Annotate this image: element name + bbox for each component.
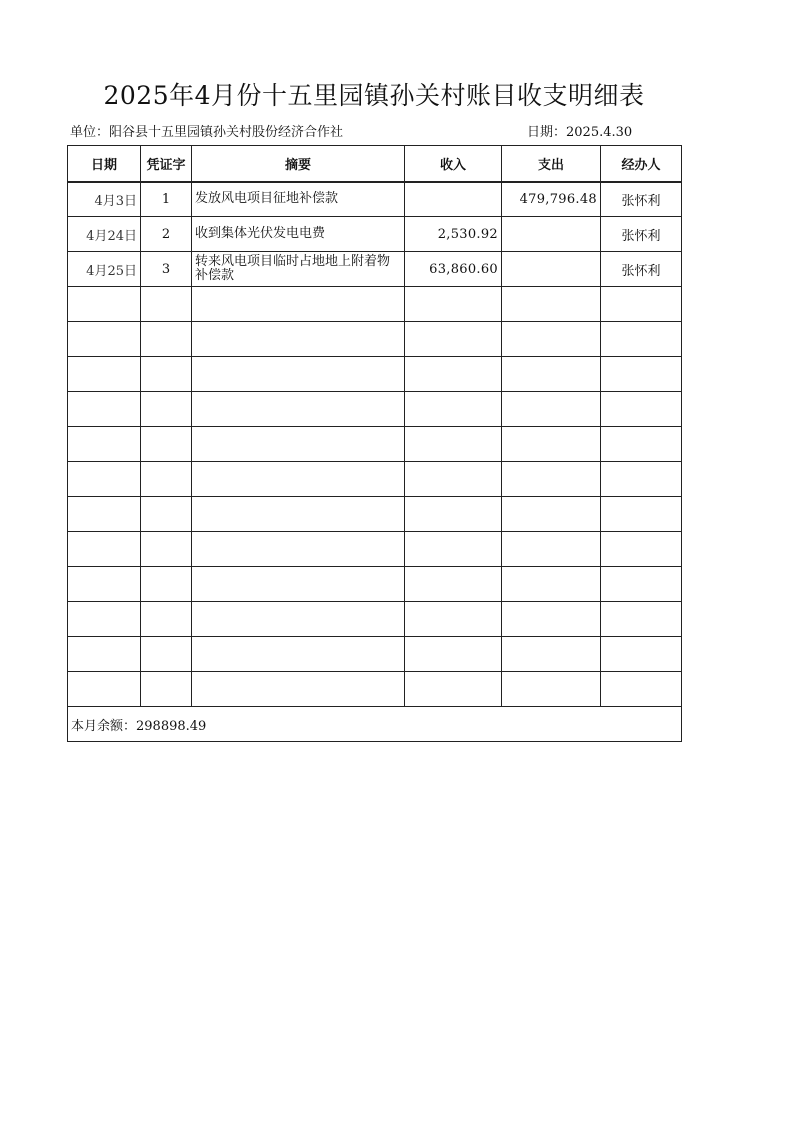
cell-income: [405, 287, 502, 322]
monthly-balance: 本月余额：298898.49: [68, 707, 682, 742]
cell-voucher: 2: [141, 217, 192, 252]
table-header-row: [68, 146, 682, 182]
cell-date: [68, 322, 141, 357]
cell-voucher: [141, 287, 192, 322]
cell-expense: [502, 357, 601, 392]
table-row: [68, 672, 682, 707]
cell-income: [405, 322, 502, 357]
cell-income: [405, 672, 502, 707]
cell-expense: [502, 287, 601, 322]
cell-summary: [192, 567, 405, 602]
cell-expense: [502, 567, 601, 602]
cell-handler: [601, 357, 682, 392]
table-row: [68, 602, 682, 637]
cell-date: [68, 462, 141, 497]
table-row: [68, 427, 682, 462]
page-title: 2025年4月份十五里园镇孙关村账目收支明细表: [103, 81, 645, 110]
cell-handler: 张怀利: [601, 182, 682, 217]
cell-handler: [601, 637, 682, 672]
table-row: [68, 532, 682, 567]
cell-date: 4月24日: [68, 217, 141, 252]
cell-voucher: [141, 392, 192, 427]
cell-date: [68, 672, 141, 707]
column-header-handler: 经办人: [601, 146, 682, 182]
cell-income: [405, 637, 502, 672]
cell-date: [68, 567, 141, 602]
cell-expense: 479,796.48: [502, 182, 601, 217]
table-row: [68, 462, 682, 497]
cell-date: [68, 287, 141, 322]
table-row: [68, 357, 682, 392]
cell-summary: [192, 357, 405, 392]
cell-summary: [192, 427, 405, 462]
cell-summary: [192, 637, 405, 672]
ledger-table: [67, 145, 682, 742]
table-row: [68, 322, 682, 357]
cell-summary: [192, 392, 405, 427]
cell-voucher: [141, 322, 192, 357]
table-row: [68, 392, 682, 427]
cell-summary: 收到集体光伏发电电费: [192, 217, 405, 252]
table-row: [68, 497, 682, 532]
ledger-body: [68, 182, 682, 707]
cell-expense: [502, 392, 601, 427]
cell-handler: [601, 427, 682, 462]
cell-date: 4月3日: [68, 182, 141, 217]
cell-voucher: [141, 497, 192, 532]
cell-voucher: [141, 357, 192, 392]
cell-summary: 发放风电项目征地补偿款: [192, 182, 405, 217]
cell-summary: 转来风电项目临时占地地上附着物补偿款: [192, 252, 405, 287]
table-row: [68, 252, 682, 287]
cell-voucher: [141, 602, 192, 637]
cell-expense: [502, 217, 601, 252]
cell-date: [68, 532, 141, 567]
table-row: [68, 567, 682, 602]
cell-income: [405, 392, 502, 427]
cell-expense: [502, 252, 601, 287]
table-row: [68, 217, 682, 252]
cell-summary: [192, 602, 405, 637]
cell-summary: [192, 462, 405, 497]
cell-summary: [192, 497, 405, 532]
cell-expense: [502, 322, 601, 357]
table-row: [68, 287, 682, 322]
date-label: 日期：2025.4.30: [527, 125, 633, 140]
cell-voucher: 1: [141, 182, 192, 217]
cell-income: [405, 427, 502, 462]
column-header-income: 收入: [405, 146, 502, 182]
cell-expense: [502, 497, 601, 532]
cell-expense: [502, 672, 601, 707]
cell-date: [68, 427, 141, 462]
cell-date: [68, 357, 141, 392]
cell-date: [68, 637, 141, 672]
column-header-voucher: 凭证字: [141, 146, 192, 182]
cell-expense: [502, 532, 601, 567]
cell-handler: [601, 392, 682, 427]
cell-expense: [502, 462, 601, 497]
cell-handler: [601, 532, 682, 567]
table-row: [68, 637, 682, 672]
cell-income: 63,860.60: [405, 252, 502, 287]
cell-income: [405, 357, 502, 392]
cell-handler: 张怀利: [601, 252, 682, 287]
cell-date: 4月25日: [68, 252, 141, 287]
cell-date: [68, 602, 141, 637]
column-header-summary: 摘要: [192, 146, 405, 182]
cell-income: [405, 602, 502, 637]
cell-expense: [502, 602, 601, 637]
cell-expense: [502, 427, 601, 462]
cell-income: [405, 532, 502, 567]
cell-handler: [601, 497, 682, 532]
table-row: [68, 182, 682, 217]
column-header-expense: 支出: [502, 146, 601, 182]
cell-income: [405, 567, 502, 602]
cell-handler: [601, 462, 682, 497]
cell-handler: [601, 672, 682, 707]
cell-voucher: [141, 427, 192, 462]
cell-handler: [601, 567, 682, 602]
cell-voucher: [141, 462, 192, 497]
cell-handler: [601, 287, 682, 322]
cell-handler: 张怀利: [601, 217, 682, 252]
cell-expense: [502, 637, 601, 672]
cell-income: [405, 497, 502, 532]
footer-row: [68, 707, 682, 742]
unit-label: 单位：阳谷县十五里园镇孙关村股份经济合作社: [70, 125, 344, 140]
cell-summary: [192, 532, 405, 567]
column-header-date: 日期: [68, 146, 141, 182]
cell-summary: [192, 672, 405, 707]
cell-voucher: 3: [141, 252, 192, 287]
cell-handler: [601, 322, 682, 357]
cell-date: [68, 392, 141, 427]
cell-voucher: [141, 672, 192, 707]
cell-income: [405, 462, 502, 497]
cell-voucher: [141, 637, 192, 672]
cell-voucher: [141, 532, 192, 567]
cell-summary: [192, 287, 405, 322]
cell-income: 2,530.92: [405, 217, 502, 252]
cell-income: [405, 182, 502, 217]
cell-voucher: [141, 567, 192, 602]
cell-summary: [192, 322, 405, 357]
cell-handler: [601, 602, 682, 637]
cell-date: [68, 497, 141, 532]
